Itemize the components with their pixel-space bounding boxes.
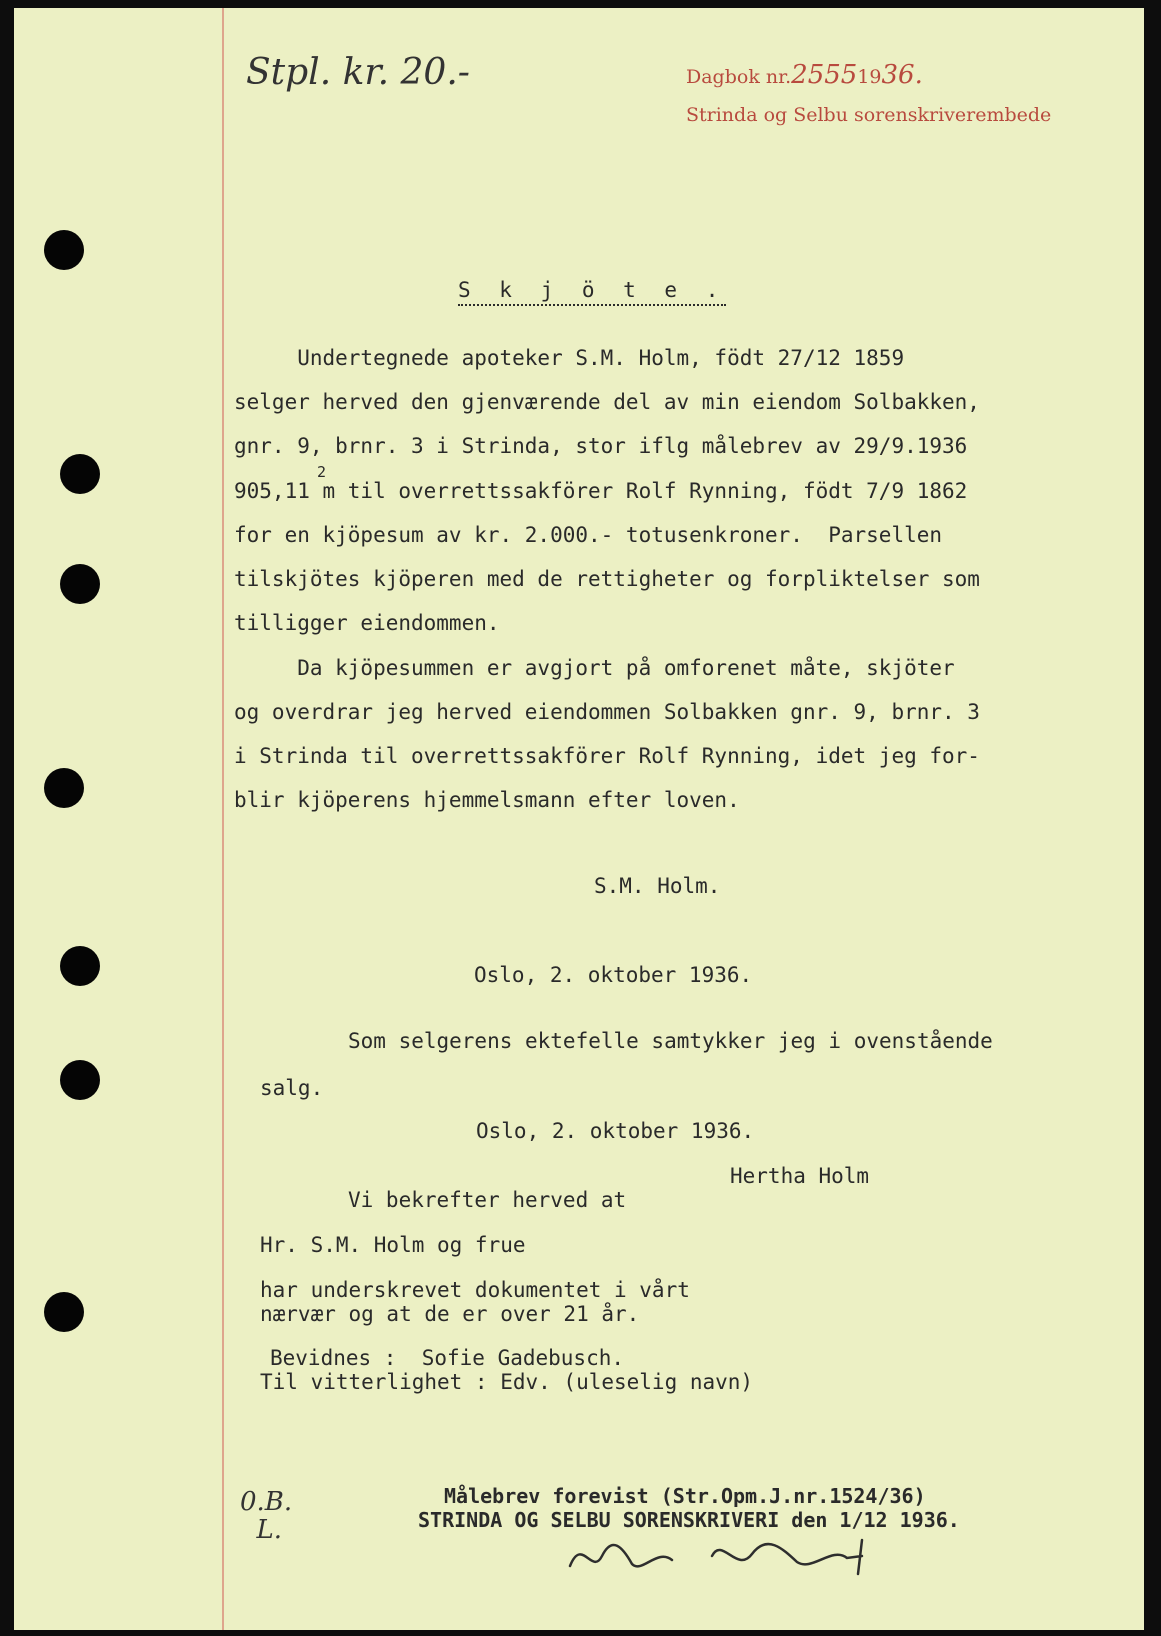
journal-year: 36. (881, 60, 923, 90)
confirmation-text: Vi bekrefter herved at (348, 1188, 627, 1212)
body-line: tilskjötes kjöperen med de rettigheter og forpliktelser som (234, 567, 980, 591)
document-page (14, 8, 1144, 1630)
body-line: selger herved den gjenværende del av min eiendom Solbakken, (234, 390, 980, 414)
body-line: 905,11 m til overrettssakförer Rolf Rynning, födt 7/9 1862 (234, 479, 968, 503)
body-line: Da kjöpesummen er avgjort på omforenet måte, skjöter (234, 656, 955, 680)
body-line: og overdrar jeg herved eiendommen Solbakken gnr. 9, brnr. 3 (234, 700, 980, 724)
journal-number: 2555 (791, 60, 858, 90)
punch-hole (60, 564, 100, 604)
body-line: tilligger eiendommen. (234, 611, 500, 635)
body-line: gnr. 9, brnr. 3 i Strinda, stor iflg målebrev av 29/9.1936 (234, 434, 968, 458)
margin-note: 0.B. L. (240, 1487, 293, 1545)
registry-note: STRINDA OG SELBU SORENSKRIVERI den 1/12 1936. (418, 1508, 960, 1532)
place-date: Oslo, 2. oktober 1936. (476, 1119, 755, 1143)
registry-note: Målebrev forevist (Str.Opm.J.nr.1524/36) (444, 1484, 926, 1508)
body-line: i Strinda til overrettssakförer Rolf Rynning, idet jeg for- (234, 744, 980, 768)
punch-hole (44, 1292, 84, 1332)
punch-hole (60, 1060, 100, 1100)
journal-prefix: Dagbok nr. (686, 66, 792, 88)
punch-hole (44, 768, 84, 808)
body-line: for en kjöpesum av kr. 2.000.- totusenkroner. Parsellen (234, 523, 943, 547)
punch-hole (60, 946, 100, 986)
confirmation-text: nærvær og at de er over 21 år. (260, 1302, 640, 1326)
consent-text: Som selgerens ektefelle samtykker jeg i ovenstående (348, 1029, 993, 1053)
confirmation-text: Hr. S.M. Holm og frue (260, 1233, 526, 1257)
journal-year-prefix: 19 (857, 66, 882, 88)
body-line: Undertegnede apoteker S.M. Holm, födt 27/12 1859 (234, 346, 905, 370)
area-exponent: 2 (317, 463, 327, 481)
witness-line: Bevidnes : Sofie Gadebusch. (270, 1346, 625, 1370)
signature-seller: S.M. Holm. (594, 874, 721, 898)
document-title: S k j ö t e . (458, 278, 726, 306)
journal-stamp (686, 60, 923, 90)
signature-spouse: Hertha Holm (730, 1164, 870, 1188)
witness-line: Til vitterlighet : Edv. (uleselig navn) (260, 1370, 754, 1394)
office-stamp: Strinda og Selbu sorenskriverembede (686, 104, 1052, 126)
body-line: blir kjöperens hjemmelsmann efter loven. (234, 788, 740, 812)
confirmation-text: har underskrevet dokumentet i vårt (260, 1278, 690, 1302)
registrar-signature (562, 1526, 882, 1586)
consent-text: salg. (260, 1076, 324, 1100)
punch-hole (44, 230, 84, 270)
place-date: Oslo, 2. oktober 1936. (474, 963, 753, 987)
stamp-fee-note: Stpl. kr. 20.- (246, 52, 470, 93)
margin-line (222, 8, 224, 1630)
punch-hole (60, 454, 100, 494)
